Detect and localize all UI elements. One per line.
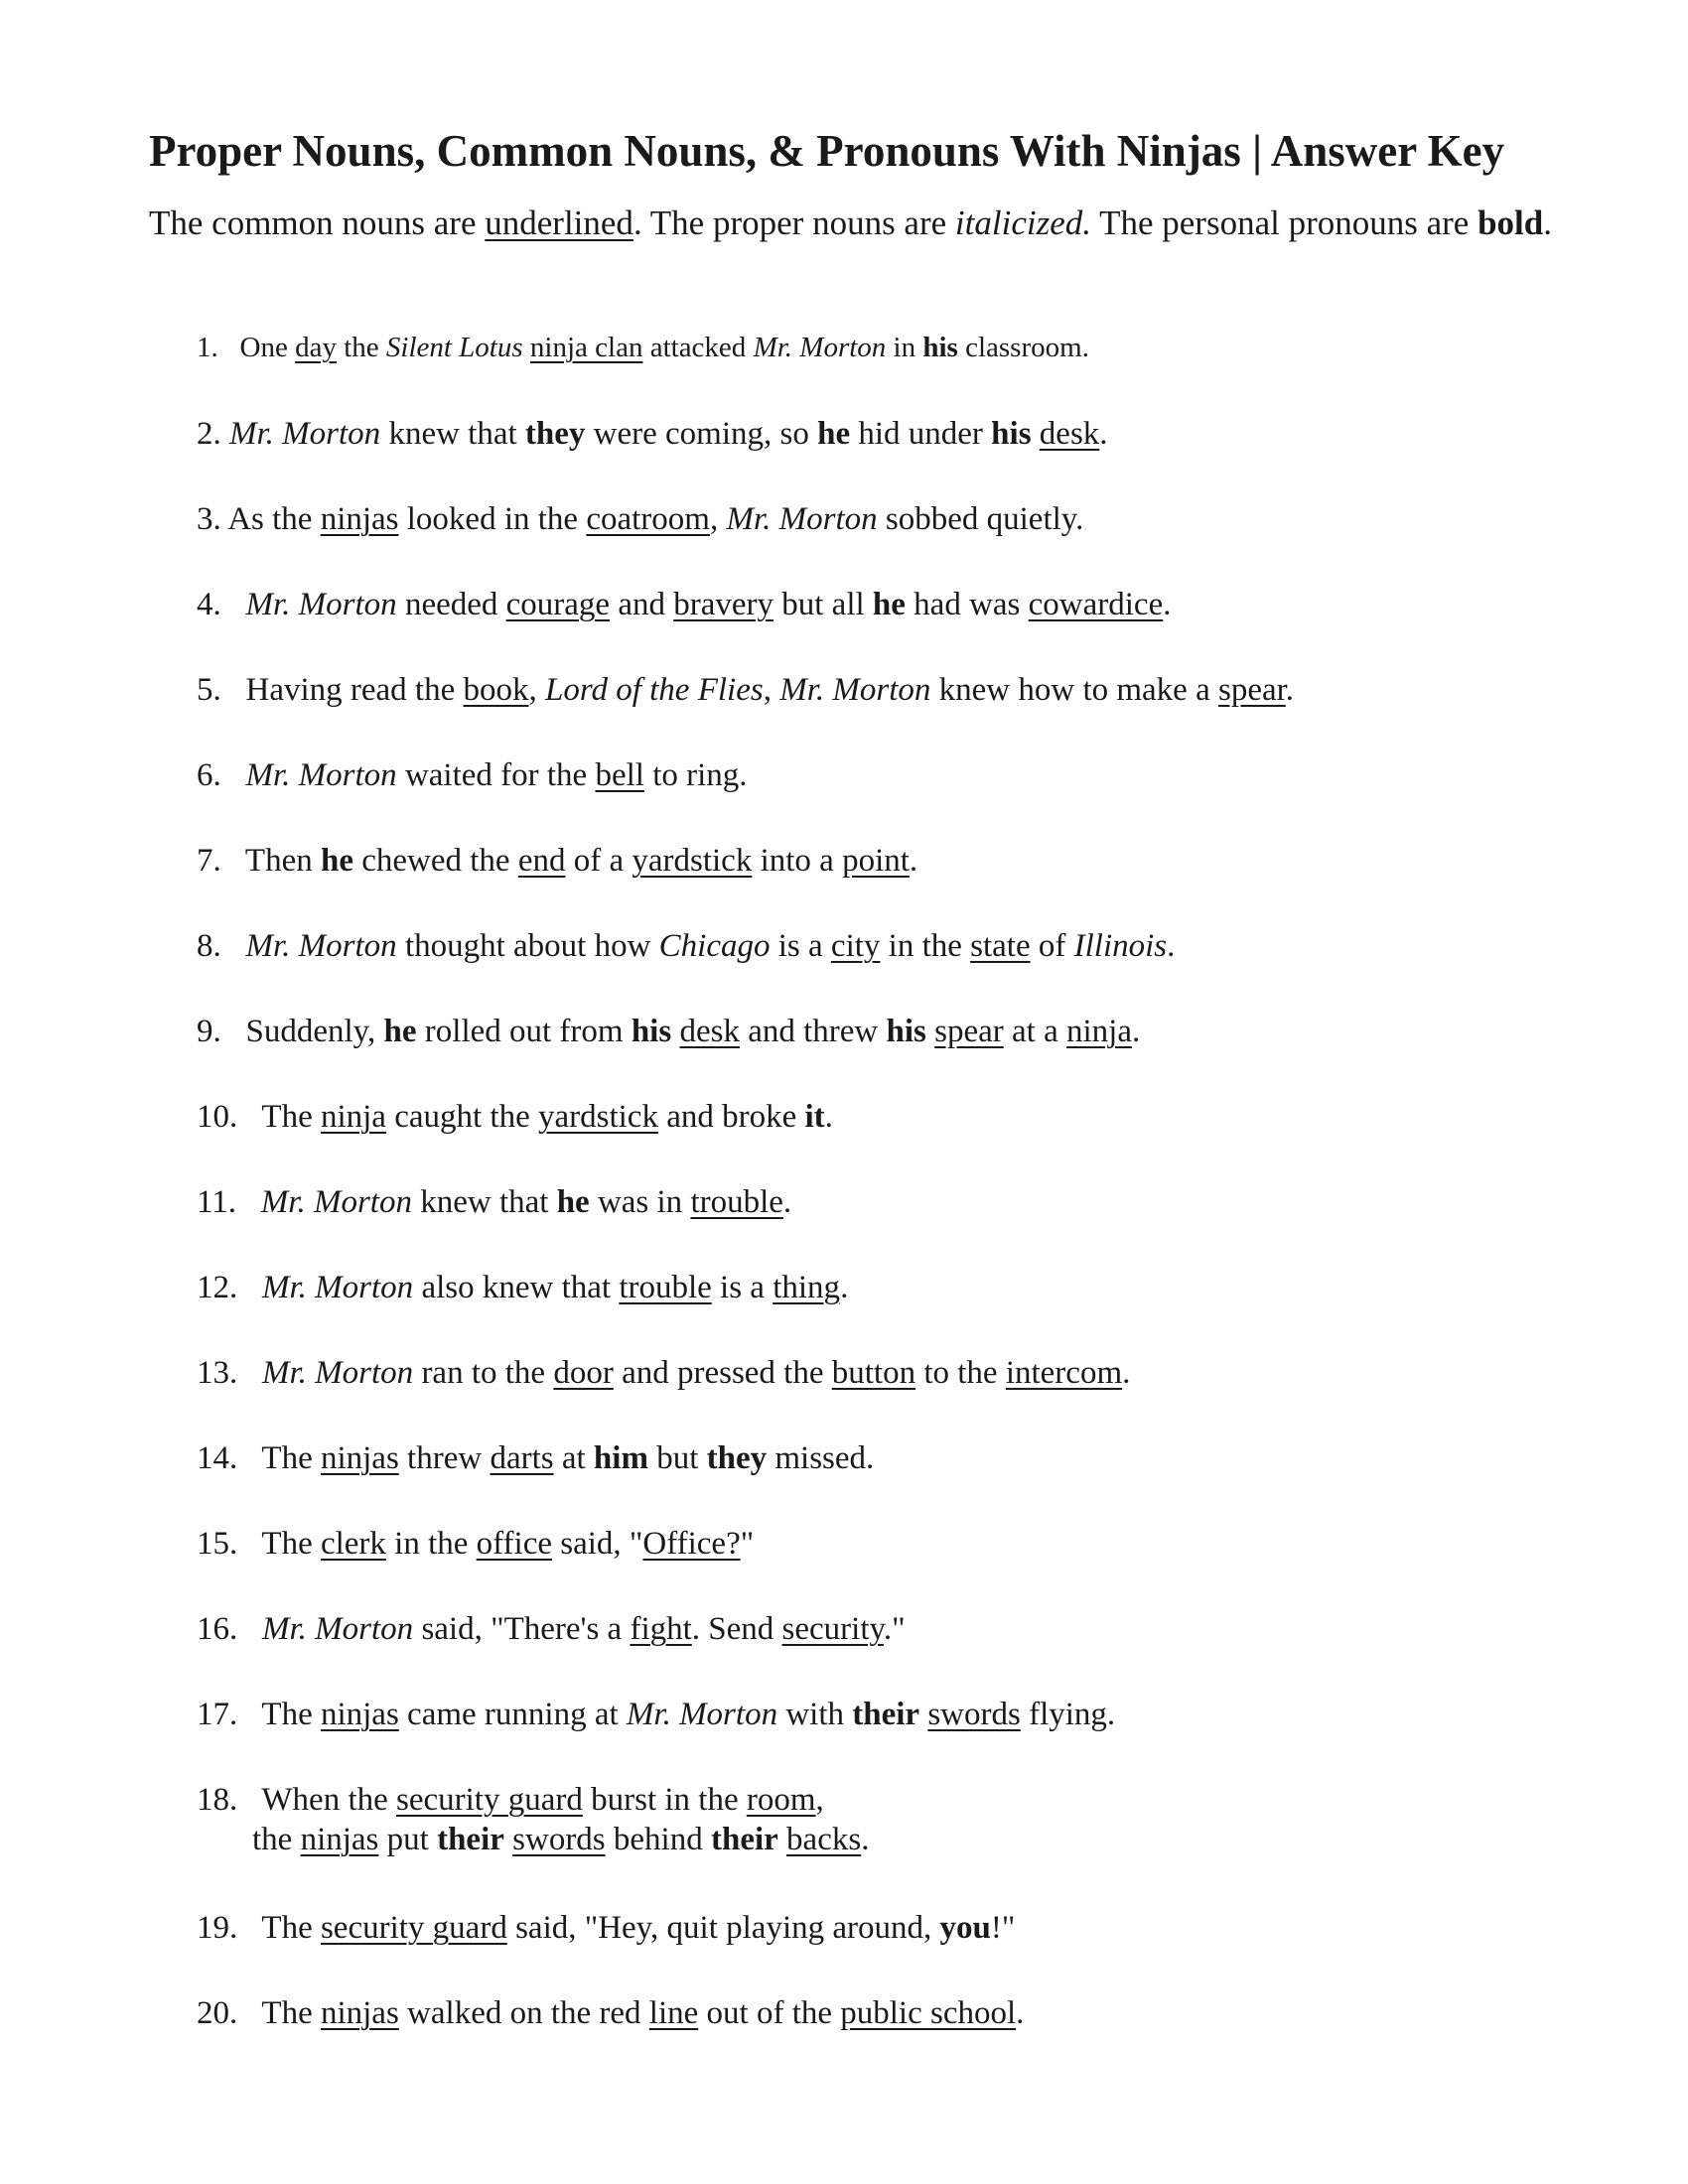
sentence-text: and pressed the: [613, 1355, 832, 1391]
intro-text-1: The common nouns are: [149, 204, 486, 242]
sentence-text: needed: [396, 587, 506, 622]
sentence-text: !": [990, 1910, 1016, 1946]
proper-noun: Chicago: [658, 928, 771, 964]
sentence-number: 15.: [197, 1526, 238, 1562]
personal-pronoun: his: [886, 1014, 926, 1049]
common-noun: swords: [927, 1697, 1021, 1732]
sentence-item: [197, 414, 1108, 454]
sentence-line: [261, 1099, 833, 1135]
common-noun: courage: [505, 587, 611, 622]
common-noun: backs: [786, 1822, 862, 1857]
sentence-text: burst in the: [582, 1782, 747, 1818]
sentence-text: knew how to make a: [930, 672, 1218, 708]
personal-pronoun: his: [991, 416, 1032, 452]
proper-noun: Mr. Morton: [262, 1270, 414, 1305]
sentence-text: .: [782, 1184, 792, 1220]
sentence-text: looked in the: [398, 501, 587, 537]
common-noun: ninjas: [320, 1440, 399, 1476]
sentence-text: missed.: [767, 1440, 875, 1476]
personal-pronoun: their: [852, 1697, 920, 1732]
sentence-text: .: [1163, 587, 1172, 622]
sentence-text: and broke: [657, 1099, 805, 1135]
personal-pronoun: it: [804, 1099, 825, 1135]
sentence-text: Then: [244, 843, 321, 879]
common-noun: security guard: [396, 1782, 583, 1818]
sentence-item: [197, 1993, 1024, 2033]
sentence-text: were coming, so: [585, 416, 818, 452]
personal-pronoun: his: [922, 332, 958, 363]
personal-pronoun: you: [939, 1910, 991, 1946]
intro-legend: [149, 202, 1559, 245]
sentence-text: was in: [589, 1184, 691, 1220]
sentence-text: said, "Hey, quit playing around,: [506, 1910, 940, 1946]
personal-pronoun: their: [710, 1822, 778, 1857]
sentence-text: The: [261, 1099, 321, 1135]
sentence-item: [197, 1609, 906, 1649]
sentence-text: ,: [815, 1782, 824, 1818]
sentence-text: [504, 1822, 512, 1857]
sentence-line: [240, 332, 1089, 363]
sentence-text: .: [1122, 1355, 1131, 1391]
sentence-number: 17.: [197, 1697, 238, 1732]
personal-pronoun: him: [593, 1440, 648, 1476]
proper-noun: Mr. Morton: [726, 501, 878, 537]
sentence-text: ": [740, 1526, 755, 1562]
common-noun: desk: [1039, 416, 1100, 452]
sentence-text: .: [909, 843, 918, 879]
sentence-text: behind: [605, 1822, 711, 1857]
sentence-number: 9.: [197, 1014, 221, 1049]
sentence-item: [197, 1012, 1140, 1051]
sentence-text: ,: [709, 501, 727, 537]
sentence-text: said, ": [552, 1526, 643, 1562]
sentence-number: 19.: [197, 1910, 238, 1946]
common-noun: public school: [840, 1995, 1017, 2031]
sentence-text: ,: [528, 672, 545, 708]
sentence-item: [197, 1097, 833, 1137]
sentence-number: 4.: [197, 587, 221, 622]
sentence-text: [523, 332, 530, 363]
proper-noun: Mr. Morton: [260, 1184, 412, 1220]
sentence-text: but all: [774, 587, 873, 622]
proper-noun: Mr. Morton: [262, 1355, 414, 1391]
sentence-text: .: [1167, 928, 1176, 964]
sentence-text: The: [261, 1697, 321, 1732]
sentence-item: [197, 841, 917, 881]
sentence-text: to ring.: [643, 757, 748, 793]
common-noun: fight: [630, 1611, 692, 1647]
sentence-text: Suddenly,: [245, 1014, 384, 1049]
common-noun: office: [476, 1526, 553, 1562]
proper-noun: Illinois: [1073, 928, 1168, 964]
sentence-line: [262, 1270, 848, 1305]
sentence-item: [197, 328, 1089, 367]
sentence-text: out of the: [698, 1995, 841, 2031]
sentence-text: knew that: [411, 1184, 557, 1220]
sentence-text: chewed the: [352, 843, 518, 879]
personal-pronoun: his: [631, 1014, 672, 1049]
common-noun: end: [517, 843, 566, 879]
sentence-text: .: [1099, 416, 1108, 452]
sentence-number: 13.: [197, 1355, 238, 1391]
sentence-text: The: [261, 1526, 321, 1562]
sentence-text: also knew that: [413, 1270, 620, 1305]
intro-common-example: underlined: [485, 204, 633, 242]
sentence-text: When the: [261, 1782, 397, 1818]
sentence-text: threw: [398, 1440, 491, 1476]
sentence-text: thought about how: [396, 928, 659, 964]
sentence-text: .: [840, 1270, 849, 1305]
sentence-number: 2.: [197, 416, 221, 452]
sentence-number: 11.: [197, 1184, 237, 1220]
sentence-item: [197, 1182, 791, 1222]
common-noun: bravery: [673, 587, 774, 622]
sentence-line: [245, 843, 917, 879]
sentence-number: 12.: [197, 1270, 238, 1305]
sentence-item: [197, 1524, 754, 1564]
sentence-text: One: [239, 332, 296, 363]
sentence-number: 20.: [197, 1995, 238, 2031]
sentence-item: [197, 1908, 1015, 1948]
sentence-text: .: [861, 1822, 870, 1857]
sentence-number: 18.: [197, 1782, 238, 1818]
common-noun: yardstick: [537, 1099, 658, 1135]
personal-pronoun: he: [383, 1014, 417, 1049]
sentence-text: caught the: [385, 1099, 538, 1135]
proper-noun: Mr. Morton: [262, 1611, 414, 1647]
sentence-text: had was: [905, 587, 1029, 622]
sentence-line: [261, 1697, 1115, 1732]
sentence-text: and: [610, 587, 674, 622]
common-noun: ninjas: [320, 1995, 399, 2031]
common-noun: ninjas: [300, 1822, 379, 1857]
common-noun: swords: [512, 1822, 606, 1857]
common-noun: button: [831, 1355, 916, 1391]
sentence-text: of: [1030, 928, 1074, 964]
sentence-item: [197, 585, 1171, 624]
sentence-text: flying.: [1020, 1697, 1116, 1732]
sentence-text: is a: [770, 928, 831, 964]
sentence-line: [261, 1526, 754, 1562]
common-noun: intercom: [1005, 1355, 1123, 1391]
sentence-text: ,: [763, 672, 780, 708]
sentence-text: but: [647, 1440, 707, 1476]
sentence-text: the: [252, 1822, 301, 1857]
sentence-item: [197, 755, 748, 795]
sentence-line: [246, 1014, 1141, 1049]
common-noun: room: [746, 1782, 816, 1818]
sentence-text: As the: [227, 501, 321, 537]
common-noun: ninjas: [320, 501, 399, 537]
sentence-line: [261, 1782, 823, 1818]
sentence-line: [246, 757, 748, 793]
sentence-text: at: [553, 1440, 594, 1476]
common-noun: desk: [679, 1014, 740, 1049]
sentence-number: 7.: [197, 843, 221, 879]
proper-noun: Mr. Morton: [753, 332, 887, 363]
sentence-text: and threw: [739, 1014, 887, 1049]
sentence-item: [197, 1780, 869, 1859]
common-noun: state: [970, 928, 1031, 964]
sentence-text: rolled out from: [416, 1014, 632, 1049]
sentence-item: [197, 1695, 1115, 1734]
sentence-text: in: [886, 332, 923, 363]
sentence-text: The: [261, 1910, 321, 1946]
common-noun: spear: [934, 1014, 1004, 1049]
sentence-line: [227, 501, 1083, 537]
sentence-line: [246, 928, 1176, 964]
common-noun: ninja clan: [529, 332, 643, 363]
sentence-item: [197, 1353, 1130, 1393]
sentence-number: 16.: [197, 1611, 238, 1647]
personal-pronoun: their: [437, 1822, 504, 1857]
common-noun: clerk: [320, 1526, 386, 1562]
intro-text-4: .: [1543, 204, 1552, 242]
sentence-text: hid under: [850, 416, 992, 452]
proper-noun: Mr. Morton: [245, 757, 397, 793]
intro-text-2: . The proper nouns are: [633, 204, 955, 242]
sentence-line: [229, 416, 1108, 452]
common-noun: bell: [595, 757, 644, 793]
sentence-text: .: [824, 1099, 833, 1135]
sentence-text: said, "There's a: [413, 1611, 631, 1647]
sentence-text: .": [883, 1611, 906, 1647]
sentence-line: [261, 1184, 791, 1220]
sentence-text: .: [1016, 1995, 1025, 2031]
sentence-number: 8.: [197, 928, 221, 964]
sentence-text: in the: [385, 1526, 477, 1562]
intro-text-3: The personal pronouns are: [1090, 204, 1478, 242]
sentence-text: into a: [752, 843, 843, 879]
common-noun: cowardice: [1028, 587, 1164, 622]
sentence-number: 6.: [197, 757, 221, 793]
sentence-line: [261, 1910, 1015, 1946]
proper-noun: Mr. Morton: [626, 1697, 778, 1732]
sentence-text: classroom.: [957, 332, 1089, 363]
sentence-text: .: [1131, 1014, 1141, 1049]
intro-proper-example: italicized.: [954, 204, 1091, 242]
personal-pronoun: he: [817, 416, 851, 452]
sentence-number: 5.: [197, 672, 221, 708]
sentence-number: 14.: [197, 1440, 238, 1476]
sentence-line-continued: [197, 1820, 869, 1859]
sentence-text: Having read the: [245, 672, 464, 708]
sentence-text: sobbed quietly.: [877, 501, 1084, 537]
proper-noun: Mr. Morton: [229, 416, 381, 452]
sentence-line: [262, 1611, 906, 1647]
common-noun: line: [648, 1995, 699, 2031]
common-noun: trouble: [690, 1184, 783, 1220]
common-noun: point: [842, 843, 910, 879]
common-noun: yardstick: [632, 843, 753, 879]
common-noun: security: [781, 1611, 884, 1647]
sentence-item: [197, 670, 1294, 710]
sentence-line: [262, 1355, 1130, 1391]
sentence-text: put: [378, 1822, 438, 1857]
sentence-text: walked on the red: [398, 1995, 649, 2031]
common-noun: trouble: [619, 1270, 712, 1305]
sentence-text: [1032, 416, 1040, 452]
personal-pronoun: they: [524, 416, 586, 452]
common-noun: ninja: [1065, 1014, 1132, 1049]
sentence-text: knew that: [380, 416, 525, 452]
common-noun: coatroom: [586, 501, 710, 537]
sentence-text: The: [261, 1995, 321, 2031]
intro-pronoun-example: bold: [1477, 204, 1544, 242]
personal-pronoun: he: [556, 1184, 590, 1220]
sentence-item: [197, 499, 1083, 539]
sentence-number: 10.: [197, 1099, 238, 1135]
sentence-line: [261, 1440, 874, 1476]
proper-noun: Mr. Morton: [245, 928, 397, 964]
common-noun: ninja: [320, 1099, 386, 1135]
sentence-text: [778, 1822, 786, 1857]
common-noun: darts: [490, 1440, 554, 1476]
sentence-text: ran to the: [413, 1355, 554, 1391]
common-noun: spear: [1217, 672, 1286, 708]
sentence-line: [261, 1995, 1024, 2031]
sentence-line: [246, 672, 1295, 708]
personal-pronoun: they: [706, 1440, 768, 1476]
sentence-text: The: [261, 1440, 321, 1476]
sentence-text: attacked: [642, 332, 754, 363]
sentence-item: [197, 1268, 848, 1307]
proper-noun: Mr. Morton: [245, 587, 397, 622]
common-noun: thing: [773, 1270, 841, 1305]
common-noun: Office?: [642, 1526, 741, 1562]
personal-pronoun: he: [320, 843, 353, 879]
sentence-text: in the: [880, 928, 971, 964]
common-noun: ninjas: [320, 1697, 399, 1732]
sentence-text: [926, 1014, 934, 1049]
sentence-text: .: [1285, 672, 1295, 708]
common-noun: city: [830, 928, 881, 964]
proper-noun: Mr. Morton: [779, 672, 931, 708]
sentence-text: of a: [565, 843, 633, 879]
sentence-text: with: [777, 1697, 853, 1732]
proper-noun: Silent Lotus: [385, 332, 523, 363]
sentence-number: 1.: [197, 332, 218, 363]
sentence-text: the: [336, 332, 386, 363]
sentence-text: at a: [1003, 1014, 1066, 1049]
sentence-text: waited for the: [396, 757, 596, 793]
personal-pronoun: he: [872, 587, 906, 622]
sentence-text: . Send: [691, 1611, 782, 1647]
sentence-text: came running at: [398, 1697, 627, 1732]
sentence-line: [246, 587, 1172, 622]
proper-noun: Lord of the Flies: [545, 672, 764, 708]
sentence-item: [197, 1438, 874, 1478]
common-noun: door: [553, 1355, 614, 1391]
sentence-text: is a: [711, 1270, 774, 1305]
sentence-text: to the: [915, 1355, 1006, 1391]
sentence-number: 3.: [197, 501, 221, 537]
common-noun: book: [463, 672, 529, 708]
page-title: Proper Nouns, Common Nouns, & Pronouns With Ninjas | Answer Key: [149, 126, 1505, 176]
common-noun: day: [295, 332, 337, 363]
common-noun: security guard: [320, 1910, 507, 1946]
sentence-item: [197, 926, 1175, 966]
